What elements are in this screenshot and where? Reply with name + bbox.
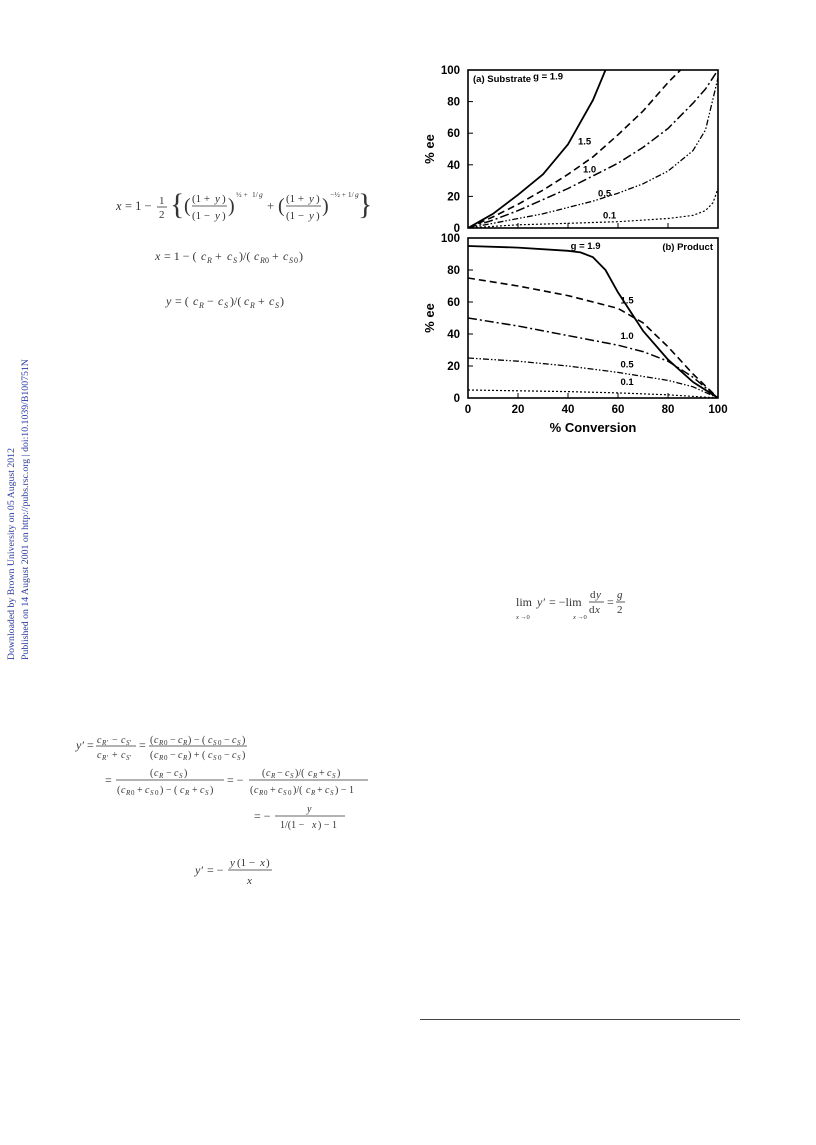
svg-text:c: c	[121, 735, 126, 746]
svg-text:g: g	[355, 190, 359, 199]
svg-text:): )	[280, 294, 284, 308]
svg-text:2: 2	[617, 604, 623, 616]
series-label: 1.5	[578, 136, 592, 148]
y-tick-label: 0	[453, 223, 460, 235]
svg-text:y′: y′	[76, 738, 84, 752]
svg-text:y: y	[596, 589, 601, 601]
svg-text:(1 −: (1 −	[192, 210, 211, 222]
svg-text:y: y	[307, 804, 312, 815]
svg-text:0: 0	[288, 789, 292, 797]
svg-text:R: R	[313, 772, 318, 780]
svg-text:S: S	[179, 772, 183, 780]
svg-text:0: 0	[131, 789, 135, 797]
svg-text:R: R	[259, 789, 264, 797]
svg-text:) − (: ) − (	[160, 785, 178, 796]
svg-text:) − 1: ) − 1	[318, 820, 337, 831]
equation-conversion-ee	[112, 180, 373, 230]
svg-text:=: =	[105, 773, 112, 787]
svg-text:g: g	[259, 190, 263, 199]
svg-text:(: (	[150, 735, 154, 746]
svg-text:S: S	[213, 739, 217, 747]
svg-text:y′: y′	[537, 595, 545, 609]
svg-text:(1 −: (1 −	[286, 210, 305, 222]
svg-text:): )	[337, 768, 341, 779]
svg-text:): )	[184, 768, 188, 779]
svg-text:=: =	[87, 738, 94, 752]
svg-text:x: x	[155, 249, 161, 263]
svg-text:−: −	[277, 768, 283, 779]
svg-text:+: +	[215, 249, 222, 263]
panel-title: (b) Product	[662, 242, 713, 253]
svg-text:(: (	[150, 768, 154, 779]
svg-text:0: 0	[294, 256, 298, 265]
svg-text:−: −	[166, 768, 172, 779]
figure-ee-vs-conversion	[410, 60, 740, 445]
svg-text:c: c	[201, 249, 207, 263]
svg-text:S: S	[205, 789, 209, 797]
svg-text:): )	[316, 210, 320, 222]
download-notice-text: Downloaded by Brown University on 05 August 2012	[6, 448, 17, 660]
svg-text:= −: = −	[254, 809, 271, 823]
svg-text:}: }	[358, 188, 373, 221]
svg-text:0: 0	[164, 739, 168, 747]
equation-ee	[164, 291, 284, 311]
svg-text:S: S	[289, 256, 293, 265]
svg-text:): )	[299, 249, 303, 263]
svg-text:x: x	[312, 820, 317, 831]
svg-text:y′: y′	[195, 863, 203, 877]
svg-text:R: R	[159, 772, 164, 780]
series-label: 0.5	[598, 188, 612, 200]
svg-text:−: −	[170, 750, 176, 761]
svg-text:1/: 1/	[252, 190, 258, 199]
svg-text:x: x	[573, 614, 576, 621]
svg-text:−: −	[170, 735, 176, 746]
panel-title: (a) Substrate	[473, 74, 532, 85]
svg-text:c: c	[154, 768, 159, 779]
svg-text:S: S	[283, 789, 287, 797]
svg-text:c: c	[145, 785, 150, 796]
y-tick-label: 100	[440, 233, 460, 245]
svg-text:R′: R′	[102, 754, 108, 762]
svg-text:)/(: )/(	[295, 768, 305, 779]
svg-text:c: c	[232, 735, 237, 746]
x-tick-label: 100	[708, 404, 728, 416]
svg-text:=: =	[607, 595, 614, 609]
series-label: 0.1	[603, 210, 617, 222]
chart-product	[422, 233, 728, 435]
svg-text:): )	[322, 195, 329, 217]
svg-text:) − (: ) − (	[188, 735, 206, 746]
svg-text:(: (	[278, 195, 285, 217]
svg-text:½ +: ½ +	[236, 190, 248, 199]
svg-text:c: c	[306, 785, 311, 796]
svg-text:x: x	[260, 857, 265, 869]
footnote-rule	[420, 1019, 740, 1020]
svg-text:+: +	[112, 750, 118, 761]
svg-text:R: R	[260, 256, 265, 265]
y-tick-label: 80	[447, 265, 460, 277]
svg-text:+: +	[267, 199, 275, 213]
svg-text:c: c	[269, 294, 275, 308]
publication-notice[interactable]	[19, 0, 33, 660]
svg-text:R: R	[159, 739, 164, 747]
svg-text:S: S	[213, 754, 217, 762]
svg-text:y: y	[230, 857, 235, 869]
svg-text:0: 0	[264, 789, 268, 797]
svg-text:(1 +: (1 +	[286, 193, 305, 205]
svg-text:R: R	[183, 754, 188, 762]
publication-notice-text: Published on 14 August 2001 on http://pubs.rsc.org | doi:10.1039/B100751N	[20, 359, 31, 660]
svg-text:−: −	[207, 294, 214, 308]
svg-text:→0: →0	[520, 614, 530, 621]
svg-text:c: c	[180, 785, 185, 796]
y-tick-label: 60	[447, 297, 460, 309]
svg-text:x: x	[247, 875, 252, 887]
svg-text:c: c	[227, 249, 233, 263]
x-tick-label: 40	[561, 404, 575, 416]
svg-text:c: c	[283, 249, 289, 263]
equation-limit	[512, 588, 632, 628]
svg-text:+: +	[317, 785, 323, 796]
series-label: g = 1.9	[570, 241, 601, 253]
svg-text:c: c	[266, 768, 271, 779]
series-line-1-0	[468, 318, 718, 398]
svg-text:1: 1	[159, 195, 165, 207]
series-label: g = 1.9	[533, 71, 563, 83]
series-label: 1.0	[583, 164, 597, 176]
svg-text:−: −	[224, 750, 230, 761]
svg-text:= 1 − (: = 1 − (	[164, 249, 197, 263]
svg-text:R: R	[183, 739, 188, 747]
svg-text:c: c	[254, 785, 259, 796]
svg-text:y: y	[166, 294, 172, 308]
y-tick-label: 60	[447, 128, 460, 141]
svg-text:=: =	[139, 738, 146, 752]
svg-text:R: R	[207, 256, 212, 265]
y-tick-label: 20	[447, 191, 460, 204]
x-axis-label: % Conversion	[549, 420, 637, 435]
svg-text:R: R	[311, 789, 316, 797]
svg-text:x: x	[116, 199, 122, 213]
svg-text:S′: S′	[126, 739, 132, 747]
svg-text:(: (	[117, 785, 121, 796]
series-line-g1-9	[468, 70, 606, 228]
svg-text:0: 0	[164, 754, 168, 762]
y-tick-label: 40	[447, 159, 460, 172]
svg-text:S: S	[233, 256, 237, 265]
svg-text:−: −	[112, 735, 118, 746]
svg-text:d: d	[590, 589, 596, 601]
svg-text:): )	[316, 193, 320, 205]
svg-text:1/(1 −: 1/(1 −	[280, 820, 305, 831]
svg-text:(: (	[250, 785, 254, 796]
svg-text:+: +	[270, 785, 276, 796]
svg-text:x: x	[516, 614, 519, 621]
svg-text:)/(: )/(	[293, 785, 303, 796]
y-tick-label: 0	[453, 393, 460, 405]
svg-text:S: S	[237, 754, 241, 762]
svg-text:c: c	[200, 785, 205, 796]
svg-text:g: g	[617, 589, 623, 601]
svg-text:(: (	[262, 768, 266, 779]
svg-text:y: y	[215, 193, 220, 205]
svg-text:S: S	[290, 772, 294, 780]
download-notice[interactable]	[5, 0, 19, 660]
equation-conversion	[153, 246, 313, 266]
svg-text:c: c	[232, 750, 237, 761]
svg-text:+: +	[137, 785, 143, 796]
svg-text:S: S	[332, 772, 336, 780]
svg-text:(: (	[184, 195, 191, 217]
svg-text:+: +	[192, 785, 198, 796]
svg-text:S′: S′	[126, 754, 132, 762]
svg-text:S: S	[150, 789, 154, 797]
svg-text:R: R	[159, 754, 164, 762]
svg-text:): )	[266, 857, 270, 869]
series-line-0-1	[468, 189, 718, 229]
y-axis-label: % ee	[422, 303, 437, 333]
svg-text:c: c	[285, 768, 290, 779]
x-tick-label: 80	[661, 404, 675, 416]
svg-text:+: +	[319, 768, 325, 779]
svg-text:−: −	[224, 735, 230, 746]
y-tick-label: 80	[447, 96, 460, 109]
svg-text:S: S	[275, 301, 279, 310]
svg-text:(1 −: (1 −	[237, 857, 256, 869]
svg-text:(1 +: (1 +	[192, 193, 211, 205]
svg-text:−½ + 1/: −½ + 1/	[330, 190, 354, 199]
svg-text:y: y	[215, 210, 220, 222]
svg-text:y: y	[309, 193, 314, 205]
svg-text:S: S	[224, 301, 228, 310]
svg-text:): )	[242, 735, 246, 746]
svg-text:c: c	[97, 750, 102, 761]
y-tick-label: 40	[447, 329, 460, 341]
svg-text:x: x	[595, 604, 600, 616]
svg-text:c: c	[121, 750, 126, 761]
svg-text:+: +	[272, 249, 279, 263]
svg-text:c: c	[193, 294, 199, 308]
svg-text:c: c	[325, 785, 330, 796]
plot-frame	[468, 238, 718, 398]
svg-text:2: 2	[159, 209, 165, 221]
equation-derivation	[74, 730, 374, 830]
svg-text:): )	[222, 210, 226, 222]
svg-text:S: S	[237, 739, 241, 747]
svg-text:c: c	[218, 294, 224, 308]
svg-text:→0: →0	[577, 614, 587, 621]
series-label: 0.1	[620, 377, 634, 389]
svg-text:d: d	[589, 604, 595, 616]
svg-text:c: c	[154, 735, 159, 746]
svg-text:(: (	[150, 750, 154, 761]
equation-product-ee	[193, 854, 283, 890]
series-line-1-5	[468, 278, 718, 398]
svg-text:) + (: ) + (	[188, 750, 206, 761]
svg-text:c: c	[208, 735, 213, 746]
svg-text:R: R	[126, 789, 131, 797]
svg-text:): )	[228, 195, 235, 217]
series-label: 1.0	[620, 330, 634, 342]
svg-text:c: c	[174, 768, 179, 779]
svg-text:= −: = −	[227, 773, 244, 787]
svg-text:= 1 −: = 1 −	[125, 199, 152, 213]
svg-text:) − 1: ) − 1	[335, 785, 354, 796]
chart-substrate	[422, 65, 718, 235]
y-tick-label: 100	[440, 65, 460, 77]
svg-text:R′: R′	[102, 739, 108, 747]
svg-text:= −: = −	[207, 863, 224, 877]
svg-text:c: c	[208, 750, 213, 761]
series-line-1-5	[468, 70, 681, 228]
svg-text:lim: lim	[516, 595, 533, 609]
svg-text:= (: = (	[175, 294, 189, 308]
svg-text:c: c	[178, 735, 183, 746]
svg-text:): )	[222, 193, 226, 205]
svg-text:R: R	[199, 301, 204, 310]
svg-text:R: R	[185, 789, 190, 797]
svg-text:c: c	[278, 785, 283, 796]
svg-text:c: c	[154, 750, 159, 761]
series-label: 1.5	[620, 295, 634, 307]
svg-text:)/(: )/(	[239, 249, 251, 263]
svg-text:0: 0	[155, 789, 159, 797]
x-tick-label: 20	[511, 404, 525, 416]
svg-text:y: y	[309, 210, 314, 222]
svg-text:= −lim: = −lim	[549, 595, 582, 609]
svg-text:+: +	[258, 294, 265, 308]
series-label: 0.5	[620, 359, 634, 371]
y-axis-label: % ee	[422, 134, 437, 164]
svg-text:c: c	[254, 249, 260, 263]
svg-text:S: S	[330, 789, 334, 797]
svg-text:{: {	[170, 188, 185, 221]
svg-text:)/(: )/(	[230, 294, 242, 308]
series-line-0-1	[468, 390, 718, 398]
svg-text:): )	[242, 750, 246, 761]
svg-text:R: R	[271, 772, 276, 780]
svg-text:): )	[210, 785, 214, 796]
svg-text:0: 0	[218, 739, 222, 747]
svg-text:c: c	[327, 768, 332, 779]
svg-text:0: 0	[218, 754, 222, 762]
svg-text:0: 0	[265, 256, 269, 265]
x-tick-label: 60	[611, 404, 625, 416]
svg-text:R: R	[250, 301, 255, 310]
x-tick-label: 0	[464, 404, 472, 416]
svg-text:c: c	[121, 785, 126, 796]
svg-text:c: c	[178, 750, 183, 761]
svg-text:c: c	[97, 735, 102, 746]
svg-text:c: c	[308, 768, 313, 779]
y-tick-label: 20	[447, 361, 460, 373]
series-line-g1-9	[468, 246, 718, 398]
svg-text:c: c	[244, 294, 250, 308]
